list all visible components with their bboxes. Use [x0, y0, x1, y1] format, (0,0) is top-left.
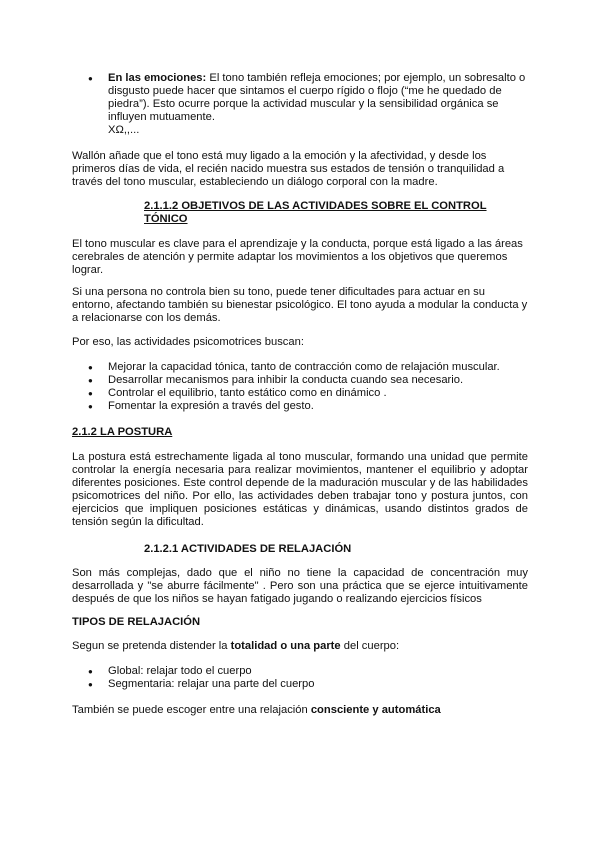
emociones-tail: XΩ,,...	[108, 124, 140, 136]
paragraph-postura: La postura está estrechamente ligada al tono muscular, formando una unidad que permite controlar la energía necesaria para realizar movimientos, mantener el equilibrio y adoptar diferentes posiciones. Este control depende de la maduración muscular y de las habilidades psicomotrices del niño. Por ello, las actividades deben trabajar tono y postura juntos, con ejercicios que impliquen posiciones estáticas y dinámicas, usando distintos grados de tensión según la dificultad.	[72, 451, 528, 528]
tipos-list	[88, 665, 528, 691]
list-item: ● Mejorar la capacidad tónica, tanto de contracción como de relajación muscular.	[88, 361, 528, 374]
heading-objetivos: 2.1.1.2 OBJETIVOS DE LAS ACTIVIDADES SOBRE EL CONTROL TÓNICO	[144, 200, 487, 225]
paragraph-segun	[72, 640, 528, 653]
objetivos-list	[88, 361, 528, 413]
list-item: ● Desarrollar mecanismos para inhibir la conducta cuando sea necesario.	[88, 374, 528, 387]
heading-postura: 2.1.2 LA POSTURA	[72, 426, 173, 438]
list-item: ● Controlar el equilibrio, tanto estático como en dinámico .	[88, 387, 528, 400]
paragraph-wallon: Wallón añade que el tono está muy ligado a la emoción y la afectividad, y desde los primeros días de vida, el recién nacido muestra sus estados de tensión o tranquilidad a través del tono muscular, estableciendo un diálogo corporal con la madre.	[72, 150, 505, 188]
segun-pre: Segun se pretenda distender la	[72, 640, 231, 652]
tambien-pre: También se puede escoger entre una relajación	[72, 704, 311, 716]
emociones-list	[88, 72, 528, 137]
paragraph-tambien	[72, 704, 528, 717]
emociones-label: En las emociones:	[108, 72, 207, 84]
segun-bold: totalidad o una parte	[230, 640, 341, 652]
heading-relajacion: 2.1.2.1 ACTIVIDADES DE RELAJACIÓN	[144, 543, 352, 555]
paragraph-clave: El tono muscular es clave para el aprendizaje y la conducta, porque está ligado a las áreas cerebrales de atención y permite adaptar los movimientos a los objetivos que queremos lograr.	[72, 238, 523, 276]
list-item	[88, 72, 528, 137]
list-item: ● Global: relajar todo el cuerpo	[88, 665, 528, 678]
paragraph-buscan: Por eso, las actividades psicomotrices buscan:	[72, 336, 304, 348]
list-item: ● Fomentar la expresión a través del gesto.	[88, 400, 528, 413]
list-item: ● Segmentaria: relajar una parte del cuerpo	[88, 678, 528, 691]
paragraph-persona: Si una persona no controla bien su tono, puede tener dificultades para actuar en su entorno, afectando también su bienestar psicológico. El tono ayuda a modular la conducta y a relacionarse con los demás.	[72, 286, 528, 324]
tambien-bold: consciente y automática	[310, 704, 441, 716]
paragraph-complejas: Son más complejas, dado que el niño no tiene la capacidad de concentración muy desarrollada y "se aburre fácilmente" . Pero son una práctica que se ejerce intuitivamente después de que los niños se hayan fatigado jugando o realizando ejercicios físicos	[72, 567, 528, 605]
heading-tipos: TIPOS DE RELAJACIÓN	[72, 616, 201, 628]
emociones-text: El tono también refleja emociones; por ejemplo, un sobresalto o disgusto puede hacer que sintamos el cuerpo rígido o flojo (“me he quedado de piedra”). Esto ocurre porque la actividad muscular y la sensibilidad orgánica se influyen mutuamente.	[108, 72, 526, 123]
segun-post: del cuerpo:	[340, 640, 400, 652]
